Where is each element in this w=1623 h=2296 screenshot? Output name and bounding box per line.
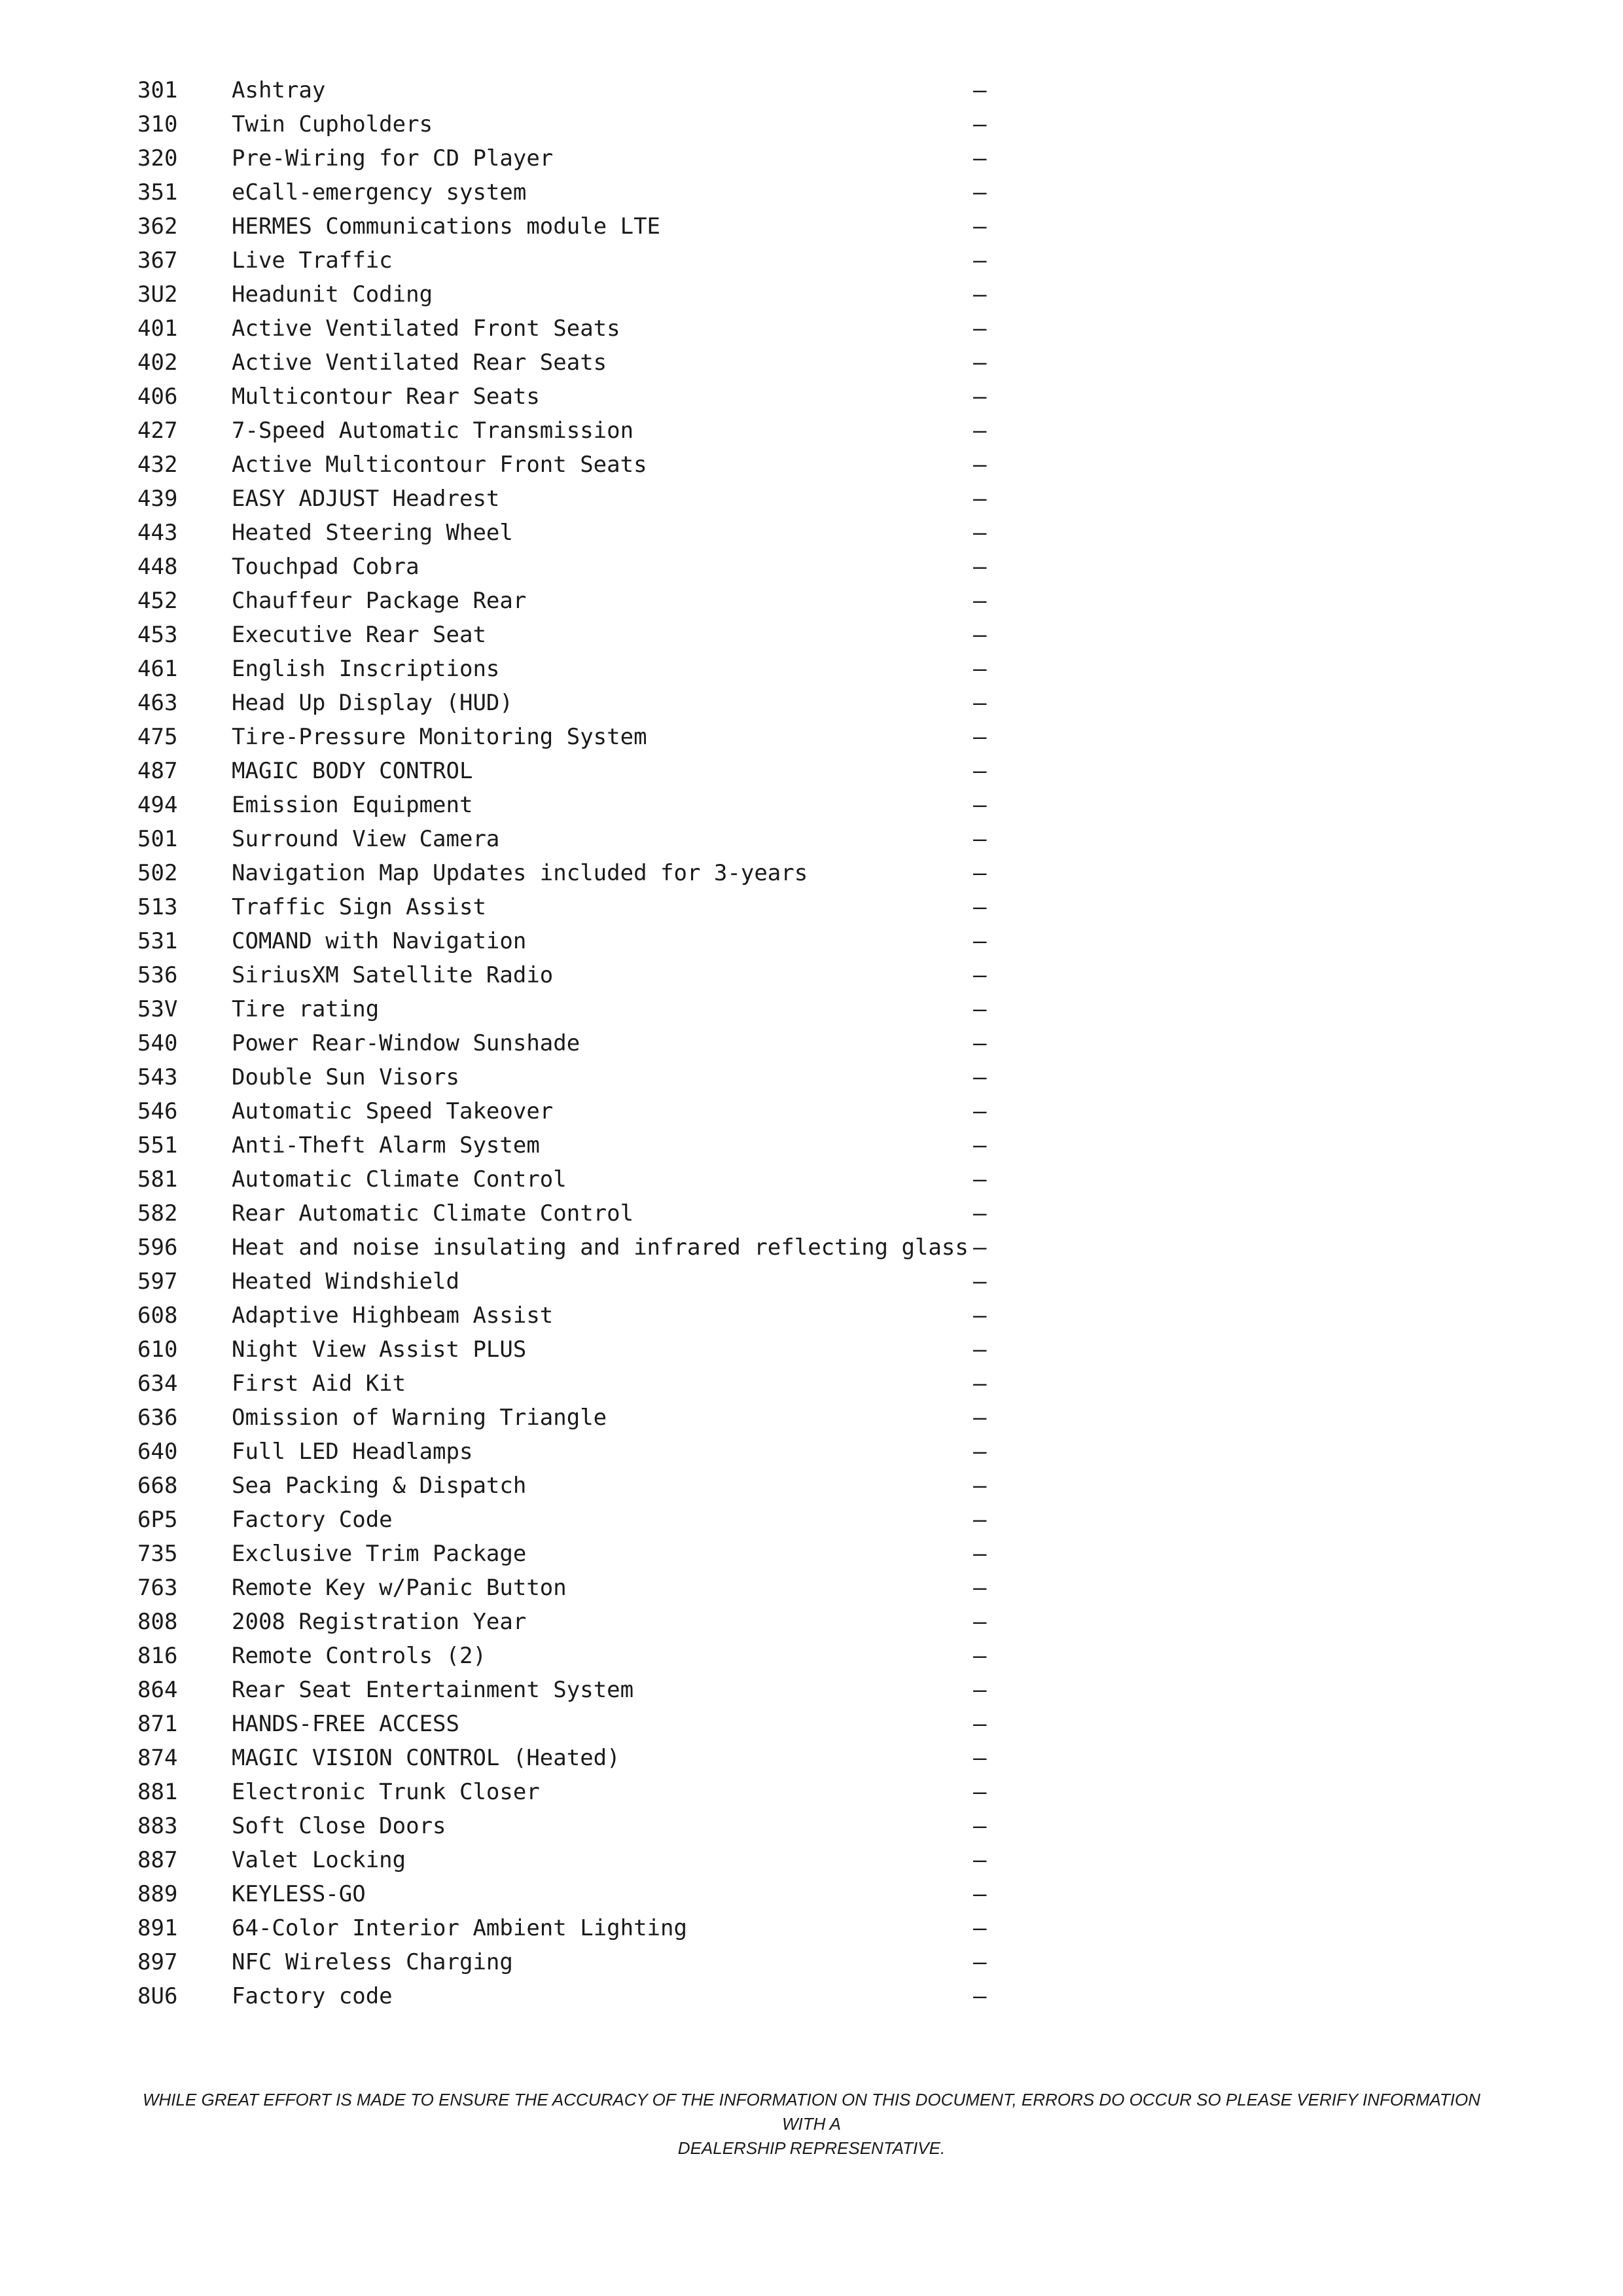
option-description: NFC Wireless Charging [232,1949,513,1975]
option-value: — [973,656,987,682]
option-description: Omission of Warning Triangle [232,1405,607,1431]
option-row [0,720,1623,754]
option-value: — [973,1677,987,1703]
option-row [0,1639,1623,1673]
option-row [0,1469,1623,1503]
option-row [0,243,1623,278]
option-value: — [973,1234,987,1261]
option-row [0,1945,1623,1979]
option-description: Sea Packing & Dispatch [232,1473,527,1499]
option-row [0,618,1623,652]
option-row [0,686,1623,720]
option-code: 401 [137,315,178,342]
option-code: 543 [137,1064,178,1090]
option-value: — [973,1302,987,1329]
option-row [0,788,1623,822]
option-row [0,175,1623,209]
option-value: — [973,350,987,376]
option-code: 367 [137,247,178,274]
option-code: 320 [137,145,178,171]
option-value: — [973,1643,987,1669]
option-row [0,958,1623,992]
options-list [0,73,1623,2013]
option-description: 7-Speed Automatic Transmission [232,418,634,444]
option-description: Rear Automatic Climate Control [232,1200,634,1227]
option-description: Navigation Map Updates included for 3-years [232,860,808,886]
option-row [0,1673,1623,1707]
option-row [0,1094,1623,1128]
option-value: — [973,724,987,750]
option-value: — [973,1541,987,1567]
option-code: 597 [137,1268,178,1295]
option-row [0,1911,1623,1945]
option-row [0,278,1623,312]
option-code: 402 [137,350,178,376]
option-description: Traffic Sign Assist [232,894,486,920]
option-description: Pre-Wiring for CD Player [232,145,554,171]
option-description: HANDS-FREE ACCESS [232,1711,459,1737]
option-value: — [973,1983,987,2009]
option-code: 494 [137,792,178,818]
option-code: 551 [137,1132,178,1158]
option-code: 461 [137,656,178,682]
option-code: 452 [137,588,178,614]
option-description: Heated Windshield [232,1268,459,1295]
option-code: 763 [137,1575,178,1601]
option-row [0,856,1623,890]
option-description: COMAND with Navigation [232,928,527,954]
option-code: 596 [137,1234,178,1261]
option-description: Twin Cupholders [232,111,433,137]
option-code: 881 [137,1779,178,1805]
option-row [0,584,1623,618]
option-value: — [973,894,987,920]
option-value: — [973,520,987,546]
option-value: — [973,1609,987,1635]
option-description: SiriusXM Satellite Radio [232,962,554,988]
option-code: 362 [137,213,178,240]
option-code: 406 [137,384,178,410]
option-value: — [973,452,987,478]
option-code: 513 [137,894,178,920]
option-code: 6P5 [137,1507,178,1533]
option-value: — [973,1745,987,1771]
option-description: Double Sun Visors [232,1064,459,1090]
option-row [0,924,1623,958]
option-code: 582 [137,1200,178,1227]
option-description: Remote Controls (2) [232,1643,486,1669]
option-code: 883 [137,1813,178,1839]
option-code: 816 [137,1643,178,1669]
option-code: 891 [137,1915,178,1941]
option-description: Ashtray [232,77,326,103]
option-description: Tire rating [232,996,380,1022]
option-code: 501 [137,826,178,852]
option-code: 463 [137,690,178,716]
option-value: — [973,145,987,171]
option-value: — [973,1030,987,1056]
option-description: Anti-Theft Alarm System [232,1132,540,1158]
option-value: — [973,111,987,137]
option-description: Soft Close Doors [232,1813,446,1839]
option-row [0,448,1623,482]
option-row [0,1196,1623,1230]
option-description: Live Traffic [232,247,393,274]
option-row [0,1605,1623,1639]
option-row [0,73,1623,107]
option-value: — [973,1098,987,1124]
option-description: Automatic Speed Takeover [232,1098,554,1124]
option-description: 64-Color Interior Ambient Lighting [232,1915,687,1941]
option-code: 668 [137,1473,178,1499]
option-row [0,550,1623,584]
option-description: Active Multicontour Front Seats [232,452,647,478]
option-code: 3U2 [137,281,178,308]
option-value: — [973,554,987,580]
option-row [0,516,1623,550]
option-description: Adaptive Highbeam Assist [232,1302,554,1329]
option-row [0,1162,1623,1196]
option-description: Tire-Pressure Monitoring System [232,724,647,750]
option-value: — [973,1915,987,1941]
option-description: Factory code [232,1983,393,2009]
option-value: — [973,1371,987,1397]
option-description: Executive Rear Seat [232,622,486,648]
option-description: EASY ADJUST Headrest [232,486,500,512]
option-description: Active Ventilated Front Seats [232,315,620,342]
option-value: — [973,77,987,103]
option-code: 634 [137,1371,178,1397]
option-description: Heated Steering Wheel [232,520,513,546]
option-value: — [973,486,987,512]
option-row [0,312,1623,346]
option-value: — [973,213,987,240]
option-row [0,1979,1623,2013]
option-value: — [973,1405,987,1431]
option-description: Active Ventilated Rear Seats [232,350,607,376]
option-value: — [973,792,987,818]
option-code: 453 [137,622,178,648]
option-value: — [973,1166,987,1193]
option-description: Rear Seat Entertainment System [232,1677,634,1703]
option-description: Headunit Coding [232,281,433,308]
option-row [0,1026,1623,1060]
option-code: 8U6 [137,1983,178,2009]
option-value: — [973,622,987,648]
option-row [0,1401,1623,1435]
option-row [0,141,1623,175]
option-code: 610 [137,1336,178,1363]
option-row [0,822,1623,856]
option-code: 439 [137,486,178,512]
option-row [0,1333,1623,1367]
option-description: Chauffeur Package Rear [232,588,527,614]
option-code: 608 [137,1302,178,1329]
option-value: — [973,384,987,410]
option-row [0,1537,1623,1571]
option-description: Multicontour Rear Seats [232,384,540,410]
option-description: Emission Equipment [232,792,473,818]
option-description: MAGIC VISION CONTROL (Heated) [232,1745,620,1771]
option-value: — [973,1268,987,1295]
option-code: 53V [137,996,178,1022]
disclaimer-line-1: WHILE GREAT EFFORT IS MADE TO ENSURE THE ACCURACY OF THE INFORMATION ON THIS DOCUMENT, ERRORS DO OCCUR SO PLEASE VERIFY INFORMATION WITH A [142,2090,1481,2134]
option-code: 427 [137,418,178,444]
option-row [0,1367,1623,1401]
option-row [0,754,1623,788]
option-row [0,346,1623,380]
option-value: — [973,1473,987,1499]
option-value: — [973,247,987,274]
option-value: — [973,1336,987,1363]
option-description: Touchpad Cobra [232,554,419,580]
option-row [0,1775,1623,1809]
option-value: — [973,1711,987,1737]
option-code: 874 [137,1745,178,1771]
option-code: 487 [137,758,178,784]
option-code: 735 [137,1541,178,1567]
option-code: 864 [137,1677,178,1703]
option-value: — [973,1507,987,1533]
disclaimer-line-2: DEALERSHIP REPRESENTATIVE. [677,2138,946,2158]
option-row [0,890,1623,924]
option-code: 808 [137,1609,178,1635]
option-code: 310 [137,111,178,137]
option-description: Exclusive Trim Package [232,1541,527,1567]
option-description: HERMES Communications module LTE [232,213,661,240]
option-row [0,1435,1623,1469]
option-row [0,107,1623,141]
option-row [0,1843,1623,1877]
option-description: Electronic Trunk Closer [232,1779,540,1805]
option-value: — [973,281,987,308]
option-row [0,1503,1623,1537]
option-row [0,1571,1623,1605]
option-code: 351 [137,179,178,206]
option-row [0,1707,1623,1741]
disclaimer [131,2088,1492,2161]
option-row [0,209,1623,243]
option-value: — [973,1132,987,1158]
option-row [0,1741,1623,1775]
option-description: Remote Key w/Panic Button [232,1575,567,1601]
option-code: 301 [137,77,178,103]
option-description: English Inscriptions [232,656,500,682]
option-code: 887 [137,1847,178,1873]
option-description: Surround View Camera [232,826,500,852]
option-code: 581 [137,1166,178,1193]
option-value: — [973,1881,987,1907]
option-description: 2008 Registration Year [232,1609,527,1635]
option-row [0,414,1623,448]
option-value: — [973,315,987,342]
option-row [0,1299,1623,1333]
option-value: — [973,1439,987,1465]
option-code: 443 [137,520,178,546]
option-row [0,380,1623,414]
option-value: — [973,996,987,1022]
option-description: Valet Locking [232,1847,406,1873]
option-value: — [973,418,987,444]
option-description: Head Up Display (HUD) [232,690,513,716]
option-description: Factory Code [232,1507,393,1533]
option-description: eCall-emergency system [232,179,527,206]
option-description: Automatic Climate Control [232,1166,567,1193]
option-value: — [973,690,987,716]
option-code: 546 [137,1098,178,1124]
option-description: First Aid Kit [232,1371,406,1397]
option-value: — [973,1200,987,1227]
option-row [0,1128,1623,1162]
option-description: Power Rear-Window Sunshade [232,1030,580,1056]
option-value: — [973,588,987,614]
option-row [0,652,1623,686]
option-code: 889 [137,1881,178,1907]
option-value: — [973,758,987,784]
option-description: KEYLESS-GO [232,1881,366,1907]
option-value: — [973,1847,987,1873]
option-code: 871 [137,1711,178,1737]
option-value: — [973,1575,987,1601]
option-row [0,1877,1623,1911]
option-description: Full LED Headlamps [232,1439,473,1465]
option-code: 502 [137,860,178,886]
option-row [0,992,1623,1026]
option-code: 536 [137,962,178,988]
option-value: — [973,826,987,852]
option-code: 897 [137,1949,178,1975]
option-code: 640 [137,1439,178,1465]
option-value: — [973,1779,987,1805]
option-row [0,1230,1623,1265]
option-row [0,1809,1623,1843]
option-code: 475 [137,724,178,750]
option-code: 540 [137,1030,178,1056]
option-code: 432 [137,452,178,478]
option-value: — [973,962,987,988]
option-value: — [973,179,987,206]
option-code: 448 [137,554,178,580]
option-value: — [973,860,987,886]
option-value: — [973,1949,987,1975]
option-description: MAGIC BODY CONTROL [232,758,473,784]
option-row [0,1060,1623,1094]
option-row [0,482,1623,516]
option-value: — [973,1813,987,1839]
option-description: Heat and noise insulating and infrared reflecting glass [232,1234,969,1261]
option-value: — [973,1064,987,1090]
option-row [0,1265,1623,1299]
option-description: Night View Assist PLUS [232,1336,527,1363]
option-code: 636 [137,1405,178,1431]
option-code: 531 [137,928,178,954]
option-value: — [973,928,987,954]
